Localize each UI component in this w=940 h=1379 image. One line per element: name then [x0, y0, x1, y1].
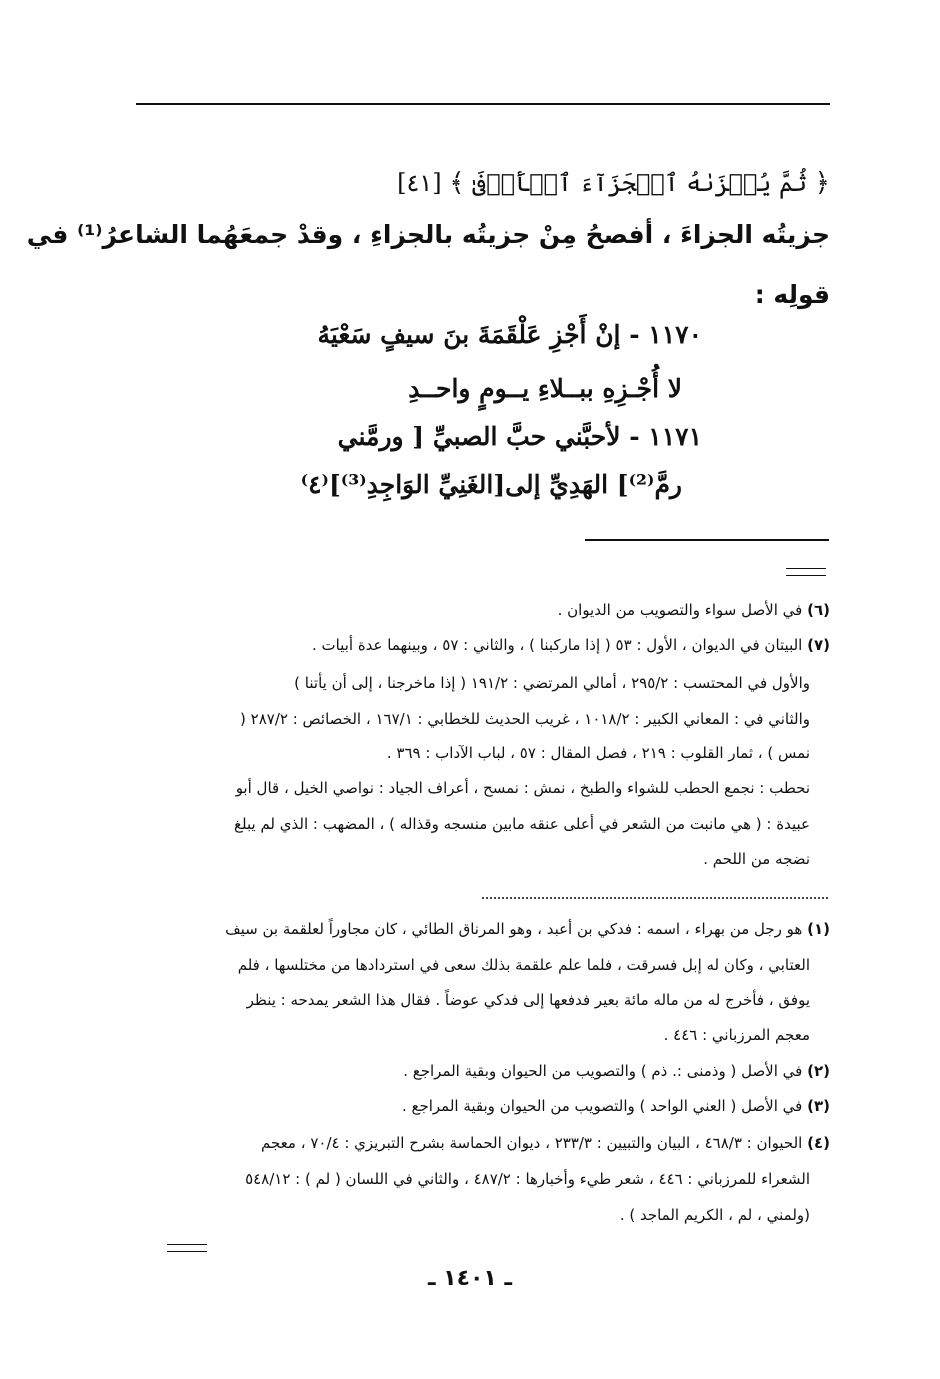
poem-line-3: ١١٧١ - لأحبَّني حبَّ الصبيِّ [ ورمَّني	[337, 422, 702, 451]
footnote-3	[402, 1097, 830, 1115]
footnote-text: في الأصل ( العني الواحد ) والتصويب من الحيوان وبقية المراجع .	[401, 1097, 803, 1115]
double-rule-top	[786, 568, 826, 576]
verse-close-brace: ﴾	[449, 168, 465, 198]
footnote-text: هو رجل من بهراء ، اسمه : فدكي بن أعبد ، وهو المرناق الطائي ، كان مجاوراً لعلقمة بن سيف	[225, 920, 803, 938]
footnote-1-line: معجم المرزباني : ٤٤٦ .	[663, 1026, 810, 1044]
footnote-4-line: الشعراء للمرزباني : ٤٤٦ ، شعر طيء وأخبارها : ٤٨٧/٢ ، والثاني في اللسان ( لم ) : ٥٤٨/١٢	[245, 1170, 810, 1188]
footnote-7-line: نمس ) ، ثمار القلوب : ٢١٩ ، فصل المقال : ٥٧ ، لباب الآداب : ٣٦٩ .	[386, 744, 810, 762]
footnote-7	[312, 636, 830, 654]
footnote-text: في الأصل ( وذمنى :. ذم ) والتصويب من الحيوان وبقية المراجع .	[403, 1062, 803, 1080]
footnote-7-line: نضجه من اللحم .	[703, 850, 810, 868]
footnote-text: البيتان في الديوان ، الأول : ٥٣ ( إذا ماركبنا ) ، والثاني : ٥٧ ، وبينهما عدة أبيات .	[311, 636, 803, 654]
footnote-2	[403, 1062, 830, 1080]
footnote-1-line: يوفق ، فأخرج له من ماله مائة بعير فدفعها إلى فدكي عوضاً . فقال هذا الشعر يمدحه : ينظر	[246, 991, 810, 1009]
page-number: ـ ١٤٠١ ـ	[427, 1266, 513, 1291]
footnote-4-line: (ولمني ، لم ، الكريم الماجد ) .	[619, 1206, 810, 1224]
verse-reference: [٤١]	[397, 169, 442, 197]
main-text-line-2: قولِه :	[754, 280, 830, 309]
quran-verse-heading	[397, 168, 830, 198]
footnote-number: (٦)	[807, 601, 830, 619]
poem-line-2: لا أُجْـزِهِ ببــلاءِ يــومٍ واحــدِ	[408, 374, 682, 403]
footnote-number: (١)	[807, 920, 830, 938]
text-footnote-separator	[585, 539, 829, 541]
verse-text: ثُمَّ يُجۡزَىٰهُ ٱلۡجَزَآءَ ٱلۡأَوۡفَىٰ	[472, 169, 808, 197]
header-rule	[136, 103, 830, 105]
footnote-1-line: العتابي ، وكان له إبل فسرقت ، فلما علم علقمة بذلك سعى في استردادها من مختلسها ، فلم	[237, 956, 810, 974]
main-text-line-1: جزيتُه الجزاءَ ، أفصحُ مِنْ جزيتُه بالجزاءِ ، وقدْ جمعَهُما الشاعرُ⁽¹⁾ في	[26, 220, 830, 249]
footnote-number: (٧)	[807, 636, 830, 654]
footnote-7-line: والأول في المحتسب : ٢٩٥/٢ ، أمالي المرتضي : ١٩١/٢ ( إذا ماخرجنا ، إلى أن يأتنا )	[294, 674, 810, 692]
footnote-7-line: والثاني في : المعاني الكبير : ١٠١٨/٢ ، غريب الحديث للخطابي : ١٦٧/١ ، الخصائص : ٢٨٧/٢ (	[240, 710, 810, 728]
footnote-1	[225, 920, 830, 938]
poem-line-1: ١١٧٠ - إنْ أَجْزِ عَلْقَمَةَ بنَ سيفٍ سَعْيَهُ	[317, 320, 702, 349]
footnote-number: (٣)	[807, 1097, 830, 1115]
poem-line-4: رمَّ⁽²⁾] الهَدِيِّ إلى[الغَنِيِّ الوَاجِدِ⁽³⁾]⁽٤⁾	[300, 470, 682, 499]
footnote-text: الحيوان : ٤٦٨/٣ ، البيان والتبيين : ٢٣٣/٣ ، ديوان الحماسة بشرح التبريزي : ٧٠/٤ ، معجم	[261, 1134, 803, 1152]
footnote-text: في الأصل سواء والتصويب من الديوان .	[557, 601, 803, 619]
footnote-7-line: نحطب : نجمع الحطب للشواء والطبخ ، نمش : نمسح ، أعراف الجياد : نواصي الخيل ، قال أبو	[235, 779, 810, 797]
footnote-7-line: عبيدة : ( هي مانبت من الشعر في أعلى عنقه مابين منسجه وقذاله ) ، المضهب : الذي لم يبلغ	[234, 815, 810, 833]
footnote-6	[558, 601, 830, 619]
footnote-number: (٤)	[807, 1134, 830, 1152]
verse-open-brace: ﴿	[814, 168, 830, 198]
footnote-4	[261, 1134, 830, 1152]
double-rule-bottom	[167, 1244, 207, 1252]
footnote-number: (٢)	[807, 1062, 830, 1080]
footnote-dotted-separator	[482, 897, 828, 899]
